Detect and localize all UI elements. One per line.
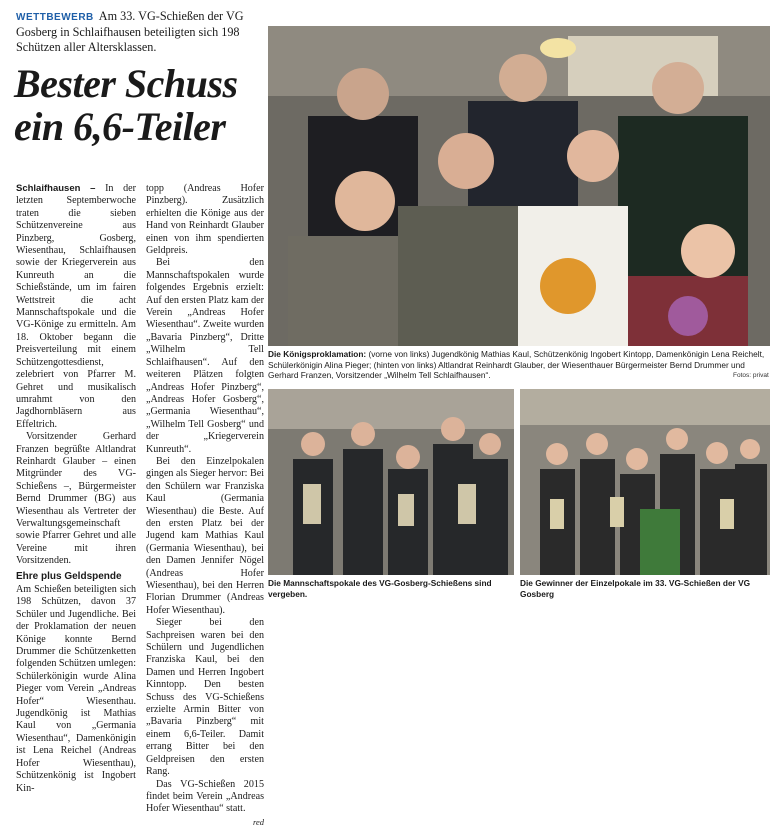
team-trophies-photo — [268, 389, 514, 575]
paragraph: Sieger bei den Sachpreisen waren bei den Schülern und Jugendlichen Franziska Kaul, bei den Damen und Herren Ingobert Kinntopp. Den besten Schuss des VG-Schießens erzielte Armin Bitter von „Bavaria Pinzberg“ mit einem 6,6-Teiler. Damit errang Bitter bei den Geldpreisen den ersten Rang. — [146, 617, 264, 778]
paragraph: Vorsitzender Gerhard Franzen begrüßte Altlandrat Reinhardt Glauber – einen Mitgründer des VG-Schießens –, Bürgermeister Bernd Drummer (BG) aus Wiesenthau als Vertreter der Verwaltungsgemeinschaft sowie Pfarrer Gehret und alle Vereine mit ihren Vorsitzenden. — [16, 431, 136, 567]
paragraph: Das VG-Schießen 2015 findet beim Verein „Andreas Hofer Wiesenthau“ statt. red — [146, 778, 264, 827]
main-photo-caption: Die Königsproklamation: (vorne von links) Jugendkönig Mathias Kaul, Schützenkönig Ingobert Kintopp, Damenkönigin Lena Reichelt, Schülerkönigin Alina Pieger; (hinten von links) Altlandrat Reinhardt Glauber, der Wiesenthauer Bürgermeister Bernd Drummer und Gerhard Franzen, Vorsitzender „Wilhelm Tell Schlaifhausen“. — [268, 349, 765, 380]
intro-text: Am 33. VG-Schießen der VG Gosberg in Schlaifhausen beteiligten sich 198 Schützen aller Altersklassen. — [16, 9, 244, 54]
headline — [14, 62, 272, 148]
main-photo — [268, 26, 770, 346]
author-signature: red — [252, 816, 264, 827]
article-intro — [16, 9, 266, 55]
text-column-1 — [16, 183, 136, 795]
section-tag: WETTBEWERB — [16, 12, 94, 23]
paragraph: topp (Andreas Hofer Pinzberg). Zusätzlich erhielten die Könige aus der Hand von Reinhardt Glauber einen von ihm spendierten Geldpreis. — [146, 183, 264, 257]
paragraph: Bei den Mannschaftspokalen wurde folgendes Ergebnis erzielt: Auf den ersten Platz kam der Verein „Andreas Hofer Wiesenthau“. Zweite wurden „Bavaria Pinzberg“, Dritte „Wilhelm Tell Schlaifhausen“. Auf den weiteren Plätzen folgten „Andreas Hofer Pinzberg“, „Andreas Hofer Gosberg“, „Germania Wiesenthau“, „Wilhelm Tell Gosberg“ und der „Kriegerverein Kunreuth“. — [146, 257, 264, 455]
paragraph: Schlaifhausen – In der letzten Septemberwoche traten die sieben Schützenvereine aus Pinzberg, Gosberg, Wiesenthau, Schlaifhausen sowie der Kriegerverein aus Kunreuth an die Schießstände, um im fairen Wettstreit die acht Mannschaftspokale und die VG-Könige zu ermitteln. Am 18. Oktober begann die Preisverteilung mit einem Schützengottesdienst, zelebriert von Pfarrer M. Gehret und musikalisch umrahmt von den Jagdhornbläsern aus Effeltrich. — [16, 183, 136, 430]
team-trophies-caption: Die Mannschaftspokale des VG-Gosberg-Schießens sind vergeben. — [268, 578, 492, 599]
headline-line-1: Bester Schuss — [14, 61, 238, 106]
individual-trophies-caption: Die Gewinner der Einzelpokale im 33. VG-Schießen der VG Gosberg — [520, 578, 751, 599]
subheading: Ehre plus Geldspende — [16, 570, 122, 582]
text-column-2 — [146, 183, 264, 828]
paragraph: Am Schießen beteiligten sich 198 Schützen, davon 37 Schüler und Jugendliche. Bei der Proklamation der neuen Könige konnte Bernd Drummer die Schützenketten folgenden Schützen umlegen: Schülerkönigin wurde Alina Pieger vom Verein „Andreas Hofer“ Wiesenthau. Jugendkönig ist Mathias Kaul von „Germania Wiesenthau“, Damenkönigin ist Lena Reichel (Andreas Hofer Wiesenthau), Schützenkönig ist Ingobert Kin- — [16, 584, 136, 794]
individual-trophies-photo — [520, 389, 770, 575]
dateline: Schlaifhausen – — [16, 183, 96, 194]
headline-line-2: ein 6,6-Teiler — [14, 104, 226, 149]
photo-credit: Fotos: privat — [733, 372, 769, 379]
paragraph: Bei den Einzelpokalen gingen als Sieger hervor: Bei den Schülern war Franziska Kaul (Germania Wiesenthau) die Beste. Auf den ersten Platz bei der Jugend kam Mathias Kaul (Germania Wiesenthau), bei den Damen Jennifer Nögel (Andreas Hofer Wiesenthau), bei den Herren Florian Drummer (Andreas Hofer Wiesenthau). — [146, 455, 264, 616]
